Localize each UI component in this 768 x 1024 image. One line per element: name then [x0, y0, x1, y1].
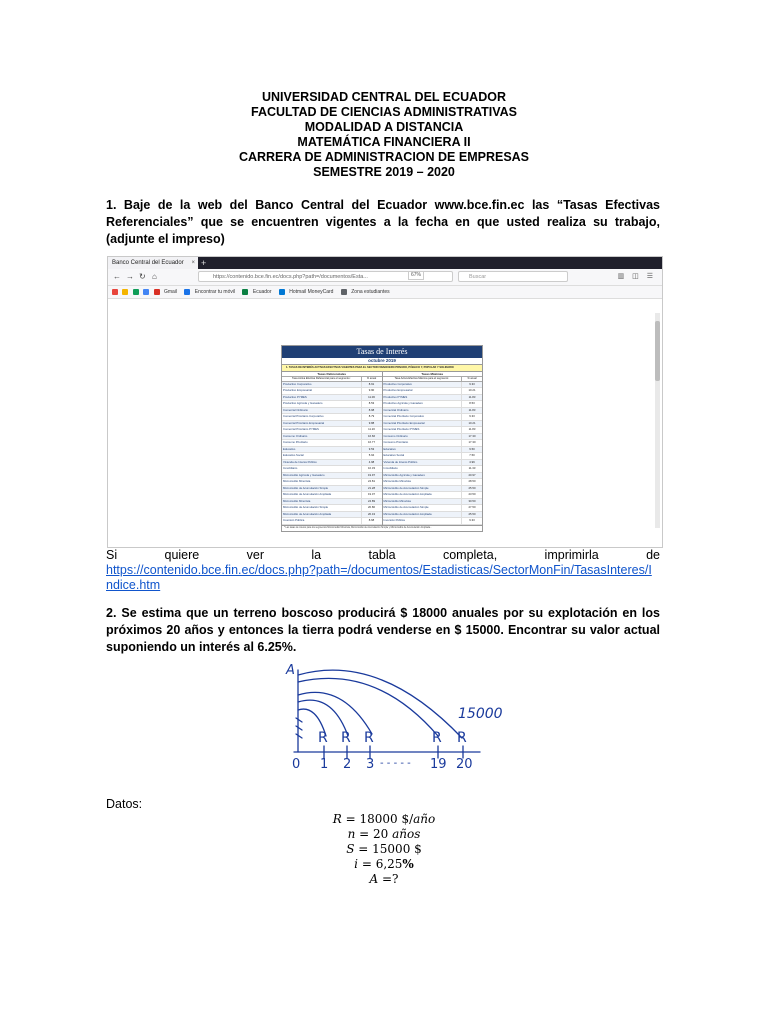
word: de — [646, 548, 660, 562]
rates-left-pct-label: % anual — [361, 377, 382, 381]
rate-segment-name: Microcrédito de Acumulación Simple — [283, 505, 329, 509]
scrollbar-thumb[interactable] — [655, 321, 660, 381]
bce-link-part-1[interactable]: https://contenido.bce.fin.ec/docs.php?path=/documentos/Estadisticas/SectorMonFin/TasasInteres/I — [106, 563, 652, 577]
search-input[interactable] — [458, 271, 568, 282]
present-value-label: A — [286, 663, 295, 678]
formula-r — [0, 812, 768, 827]
rate-value: 10.21 — [461, 388, 482, 394]
rates-left-head: Tasas Referenciales — [282, 372, 382, 377]
tick-label: 1 — [320, 757, 329, 770]
rate-value: 11.20 — [361, 427, 382, 433]
rate-value: 8.91 — [361, 382, 382, 388]
datos-formulas — [0, 812, 768, 887]
zoom-level[interactable]: 67% — [408, 271, 424, 280]
header-career: CARRERA DE ADMINISTRACION DE EMPRESAS — [238, 150, 530, 164]
bookmark-icon[interactable] — [122, 289, 128, 295]
rate-value: 8.53 — [461, 401, 482, 407]
rate-value: 24.89 — [361, 499, 382, 505]
forward-arrow-icon[interactable]: → — [126, 272, 134, 281]
rate-segment-name: Inmobiliario — [383, 466, 398, 470]
rate-segment-name: Inversión Pública — [383, 518, 405, 522]
value-i: = 6,25 — [361, 857, 403, 871]
paragraph-line-1 — [106, 548, 660, 563]
browser-tab-title: Banco Central del Ecuador — [112, 260, 184, 266]
rate-value: 25.50 — [461, 486, 482, 492]
rate-value: 10.21 — [461, 421, 482, 427]
rate-segment-name: Vivienda de Interés Público — [383, 459, 418, 464]
rates-left-column — [282, 372, 383, 525]
bookmark-ecuador[interactable]: Ecuador — [252, 289, 272, 295]
rate-segment-name: Productivo Empresarial — [283, 388, 312, 392]
rate-segment-name: Productivo Agrícola y Ganadero — [383, 401, 423, 405]
rate-segment-name: Microcrédito Minorista — [383, 498, 411, 503]
rate-value: 19.07 — [361, 492, 382, 498]
rate-segment-name: Educativo Social — [383, 453, 405, 457]
rate-value: 9.33 — [461, 382, 482, 388]
rate-value: 17.30 — [461, 434, 482, 440]
rate-value: 11.33 — [461, 466, 482, 472]
rate-segment-name: Microcrédito Agrícola y Ganadero — [283, 472, 325, 477]
browser-screenshot — [107, 256, 663, 548]
rate-segment-name: Productivo Empresarial — [383, 388, 413, 392]
rate-segment-name: Productivo Corporativo — [383, 381, 412, 386]
rate-segment-name: Comercial Prioritario Empresarial — [283, 420, 325, 425]
formula-s — [0, 842, 768, 857]
word: completa, — [442, 548, 498, 562]
value-r: = 18000 $/ — [345, 812, 414, 826]
rate-segment-name: Inversión Pública — [283, 518, 305, 522]
card-icon[interactable] — [279, 289, 285, 295]
var-a: A — [369, 872, 379, 886]
header-course: MATEMÁTICA FINANCIERA II — [297, 135, 471, 149]
rate-segment-name: Comercial Prioritario PYMES — [383, 427, 420, 431]
rate-segment-name: Consumo Prioritario — [283, 440, 308, 444]
rate-segment-name: Productivo Agrícola y Ganadero — [283, 401, 323, 405]
rate-segment-name: Inmobiliario — [283, 466, 298, 470]
rates-table — [281, 345, 483, 532]
rate-value: 8.79 — [361, 414, 382, 420]
tick-label: 2 — [343, 757, 352, 770]
rate-value: 5.94 — [361, 453, 382, 459]
payment-label: R — [341, 730, 351, 746]
payment-label: R — [432, 730, 442, 746]
scrollbar[interactable] — [655, 313, 660, 528]
rate-segment-name: Productivo PYMES — [383, 394, 408, 399]
google-icon[interactable] — [184, 289, 190, 295]
rate-value: 10.33 — [361, 466, 382, 472]
rate-segment-name: Comercial Prioritario PYMES — [283, 427, 319, 431]
formula-i — [0, 857, 768, 872]
rate-value: 24.81 — [361, 479, 382, 485]
rate-segment-name: Microcrédito Minorista — [283, 498, 311, 503]
rate-value: 4.98 — [361, 460, 382, 466]
rate-segment-name: Consumo Ordinario — [283, 433, 308, 438]
bookmarks-bar — [108, 286, 662, 299]
rate-value: 9.53 — [361, 447, 382, 453]
new-tab-icon[interactable]: + — [201, 258, 207, 268]
rate-value: 11.83 — [461, 427, 482, 433]
bookmark-icon[interactable] — [143, 289, 149, 295]
final-value-label: 15000 — [458, 706, 503, 722]
bce-link[interactable] — [106, 563, 660, 593]
rate-value: 27.50 — [461, 505, 482, 511]
rate-value: 20.80 — [361, 505, 382, 511]
rate-value: 21.28 — [361, 486, 382, 492]
toolbar-icons[interactable]: ▥ ◫ ☰ — [617, 273, 656, 280]
rate-value: 7.50 — [461, 453, 482, 459]
bookmark-icon[interactable] — [133, 289, 139, 295]
header-faculty: FACULTAD DE CIENCIAS ADMINISTRATIVAS — [251, 105, 517, 119]
word: quiere — [164, 548, 200, 562]
rate-segment-name: Comercial Ordinario — [383, 407, 409, 412]
rate-value: 16.77 — [361, 440, 382, 446]
school-icon[interactable] — [341, 289, 347, 295]
datos-label: Datos: — [106, 797, 143, 811]
rate-value: 11.06 — [361, 395, 382, 401]
rate-segment-name: Microcrédito de Acumulación Ampliada — [383, 511, 432, 516]
rate-segment-name: Educativo — [383, 446, 396, 451]
rate-value: 19.97 — [361, 473, 382, 479]
rate-segment-name: Microcrédito de Acumulación Ampliada — [283, 511, 332, 516]
rate-segment-name: Consumo Ordinario — [383, 433, 408, 438]
rate-segment-name: Consumo Prioritario — [383, 440, 409, 444]
rate-segment-name: Comercial Prioritario Corporativo — [283, 414, 324, 418]
rate-value: 25.50 — [461, 512, 482, 518]
rates-right-sub-label: Tasa Activa Efectiva Máxima para el segmento: — [394, 377, 449, 380]
rate-value: 11.83 — [461, 408, 482, 414]
rate-segment-name: Productivo Corporativo — [283, 381, 312, 386]
formula-a — [0, 872, 768, 887]
cashflow-diagram — [280, 660, 510, 770]
rate-segment-name: Comercial Prioritario Empresarial — [383, 420, 425, 425]
payment-label: R — [364, 730, 374, 746]
search-placeholder: Buscar — [469, 274, 487, 280]
rate-segment-name: Microcrédito Minorista — [283, 479, 311, 483]
rate-value: 9.50 — [461, 447, 482, 453]
rate-value: 20.43 — [361, 512, 382, 518]
rate-value: 9.88 — [361, 421, 382, 427]
back-arrow-icon[interactable]: ← — [113, 272, 121, 281]
bookmark-gmail[interactable]: Gmail — [163, 289, 178, 295]
rate-segment-name: Microcrédito de Acumulación Ampliada — [283, 492, 332, 496]
header-modality: MODALIDAD A DISTANCIA — [304, 120, 464, 134]
var-n: n — [347, 827, 356, 841]
rates-right-head: Tasas Máximas — [383, 372, 483, 377]
rate-value: 4.99 — [461, 460, 482, 466]
bce-link-part-2[interactable]: ndice.htm — [106, 578, 161, 592]
rate-segment-name: Microcrédito de Acumulación Simple — [383, 505, 429, 509]
rates-right-column — [383, 372, 483, 525]
tick-label: 0 — [292, 757, 301, 770]
rate-value: 9.33 — [461, 518, 482, 524]
document-header — [0, 90, 768, 180]
rate-row — [282, 518, 382, 525]
percent-sign: % — [402, 857, 414, 871]
rate-row — [383, 518, 483, 525]
rate-value: 11.83 — [461, 395, 482, 401]
value-n: = 20 — [359, 827, 393, 841]
payment-label: R — [457, 730, 467, 746]
word: la — [311, 548, 322, 562]
rate-segment-name: Microcrédito de Acumulación Ampliada — [383, 492, 432, 496]
rate-segment-name: Educativo — [283, 446, 296, 451]
rates-left-rows — [282, 382, 382, 525]
gmail-icon[interactable] — [154, 289, 160, 295]
rate-segment-name: Microcrédito Minorista — [383, 479, 411, 483]
rates-right-pct-label: % anual — [461, 377, 482, 381]
rate-segment-name: Microcrédito de Acumulación Simple — [383, 485, 429, 490]
rate-value: 28.50 — [461, 479, 482, 485]
rates-footnote: * Las tasas de interés para los segmentos Microcrédito Minorista, Microcrédito de Acumulación Simple y Microcrédito de Acumulación Ampliada... — [282, 525, 482, 532]
tick-label: 3 — [366, 757, 375, 770]
var-i: i — [354, 857, 358, 871]
rate-value: 8.53 — [361, 401, 382, 407]
bookmark-zona[interactable]: Zona estudiantes — [351, 289, 390, 295]
rates-right-rows — [383, 382, 483, 525]
unit-r: año — [413, 812, 436, 826]
browser-navbar — [108, 269, 662, 286]
rate-value: 30.50 — [461, 499, 482, 505]
rate-segment-name: Microcrédito de Acumulación Simple — [283, 485, 329, 490]
browser-tab[interactable] — [108, 257, 198, 269]
question-1: 1. Baje de la web del Banco Central del Ecuador www.bce.fin.ec las “Tasas Efectivas Referenciales” que se encuentren vigentes a la fecha en que usted realiza su trabajo, (adjunte el impreso) — [106, 198, 660, 246]
rate-segment-name: Microcrédito Agrícola y Ganadero — [383, 472, 426, 477]
rates-note: 1. TASAS DE INTERÉS ACTIVAS EFECTIVAS VIGENTES PARA EL SECTOR FINANCIERO PRIVADO, PÚBLICO Y, POPULAR Y SOLIDARIO — [282, 365, 482, 372]
tick-label: 19 — [430, 757, 447, 770]
rates-title: Tasas de Interés — [282, 346, 482, 358]
rate-value: 20.97 — [461, 473, 482, 479]
unit-n: años — [392, 827, 421, 841]
payment-label: R — [318, 730, 328, 746]
rate-value: 17.30 — [461, 440, 482, 446]
rate-segment-name: Productivo PYMES — [283, 394, 307, 399]
tick-ellipsis: - - - - - — [380, 758, 411, 769]
rate-segment-name: Comercial Prioritario Corporativo — [383, 414, 425, 418]
var-s: S — [346, 842, 355, 856]
rate-segment-name: Educativo Social — [283, 453, 304, 457]
rate-value: 8.68 — [361, 518, 382, 524]
rate-segment-name: Comercial Ordinario — [283, 407, 308, 412]
header-university: UNIVERSIDAD CENTRAL DEL ECUADOR — [261, 90, 506, 104]
var-r: R — [332, 812, 342, 826]
bookmark-moneycard[interactable]: Hotmail MoneyCard — [289, 289, 334, 295]
formula-n — [0, 827, 768, 842]
link-paragraph — [106, 548, 660, 593]
word: tabla — [368, 548, 396, 562]
word: ver — [246, 548, 264, 562]
reload-icon[interactable]: ↻ — [139, 272, 146, 281]
browser-tabbar — [108, 257, 662, 269]
header-semester: SEMESTRE 2019 – 2020 — [313, 165, 455, 179]
close-icon[interactable]: × — [191, 260, 195, 266]
rate-value: 8.98 — [361, 408, 382, 414]
rate-value: 9.90 — [361, 388, 382, 394]
home-icon[interactable]: ⌂ — [152, 272, 157, 281]
word: imprimirla — [544, 548, 599, 562]
rate-value: 23.50 — [461, 492, 482, 498]
rates-month: octubre 2019 — [282, 358, 482, 365]
question-2: 2. Se estima que un terreno boscoso producirá $ 18000 anuales por su explotación en los próximos 20 años y entonces la tierra podrá venderse en $ 15000. Encontrar su valor actual suponiendo un interés al 6.25%. — [106, 606, 660, 654]
rate-value: 16.66 — [361, 434, 382, 440]
globe-icon[interactable] — [242, 289, 248, 295]
url-text: https://contenido.bce.fin.ec/docs.php?path=/documentos/Esta... — [213, 274, 368, 280]
bookmark-find-phone[interactable]: Encontrar tu móvil — [194, 289, 236, 295]
bookmark-icon[interactable] — [112, 289, 118, 295]
word: Si — [106, 548, 118, 562]
rates-columns — [282, 372, 482, 525]
rate-segment-name: Vivienda de Interés Público — [283, 459, 317, 464]
rate-value: 9.33 — [461, 414, 482, 420]
value-s: = 15000 $ — [358, 842, 422, 856]
rates-left-sub-label: Tasa Activa Efectiva Referencial para el segmento: — [292, 377, 351, 380]
value-a: =? — [382, 872, 399, 886]
tick-label: 20 — [456, 757, 473, 770]
